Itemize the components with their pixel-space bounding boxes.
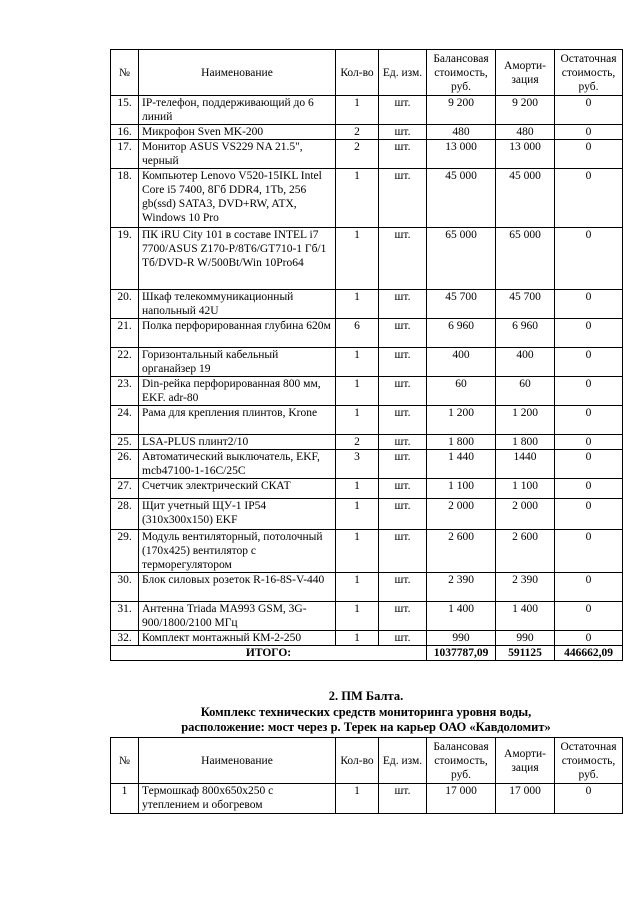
cell-balance: 60 [427,377,496,406]
header-num: № [111,50,139,96]
cell-residual: 0 [555,784,623,814]
header-qty: Кол-во [336,50,379,96]
total-amort: 591125 [496,646,555,661]
cell-name: Автоматический выключатель, EKF, mcb47100-1-16C/25C [139,450,336,479]
table-header-row [111,50,623,96]
cell-qty: 1 [336,479,379,499]
cell-qty: 1 [336,169,379,228]
table-row [111,96,623,125]
cell-num: 30. [111,573,139,602]
cell-num: 31. [111,602,139,631]
header-name: Наименование [139,50,336,96]
section-subtitle-line2: расположение: мост через р. Терек на карьер ОАО «Кавдоломит» [181,720,551,734]
total-balance: 1037787,09 [427,646,496,661]
cell-qty: 1 [336,377,379,406]
cell-num: 24. [111,406,139,435]
table-row [111,479,623,499]
cell-unit: шт. [379,169,427,228]
cell-balance: 400 [427,348,496,377]
cell-num: 20. [111,290,139,319]
cell-name: Рама для крепления плинтов, Krone [139,406,336,435]
cell-num: 26. [111,450,139,479]
table-row [111,530,623,573]
cell-amort: 17 000 [496,784,555,814]
cell-balance: 45 000 [427,169,496,228]
cell-qty: 2 [336,125,379,140]
header-amort: Аморти-зация [496,738,555,784]
cell-balance: 480 [427,125,496,140]
cell-balance: 13 000 [427,140,496,169]
cell-balance: 1 100 [427,479,496,499]
cell-name: Микрофон Sven MK-200 [139,125,336,140]
cell-unit: шт. [379,450,427,479]
cell-residual: 0 [555,631,623,646]
cell-amort: 1 800 [496,435,555,450]
total-residual: 446662,09 [555,646,623,661]
header-balance: Балансовая стоимость, руб. [427,738,496,784]
section-heading: 2. ПМ Балта. [328,689,404,703]
table-row [111,169,623,228]
cell-num: 16. [111,125,139,140]
cell-unit: шт. [379,602,427,631]
cell-unit: шт. [379,784,427,814]
cell-balance: 990 [427,631,496,646]
cell-unit: шт. [379,377,427,406]
cell-balance: 1 800 [427,435,496,450]
cell-unit: шт. [379,435,427,450]
cell-num: 22. [111,348,139,377]
cell-amort: 45 000 [496,169,555,228]
cell-qty: 1 [336,530,379,573]
cell-name: Полка перфорированная глубина 620м [139,319,336,348]
cell-residual: 0 [555,228,623,290]
cell-name: Термошкаф 800x650x250 с утеплением и обогревом [139,784,336,814]
cell-residual: 0 [555,169,623,228]
cell-residual: 0 [555,602,623,631]
table-row [111,406,623,435]
header-balance: Балансовая стоимость, руб. [427,50,496,96]
cell-amort: 400 [496,348,555,377]
header-name: Наименование [139,738,336,784]
cell-unit: шт. [379,290,427,319]
cell-name: Комплект монтажный КМ-2-250 [139,631,336,646]
cell-amort: 1 400 [496,602,555,631]
cell-amort: 13 000 [496,140,555,169]
cell-balance: 2 600 [427,530,496,573]
cell-unit: шт. [379,348,427,377]
cell-residual: 0 [555,348,623,377]
cell-balance: 1 440 [427,450,496,479]
cell-residual: 0 [555,290,623,319]
header-residual: Остаточная стоимость, руб. [555,50,623,96]
cell-unit: шт. [379,631,427,646]
cell-unit: шт. [379,125,427,140]
cell-residual: 0 [555,499,623,530]
header-amort: Аморти-зация [496,50,555,96]
cell-unit: шт. [379,319,427,348]
cell-residual: 0 [555,573,623,602]
cell-amort: 65 000 [496,228,555,290]
table-row [111,602,623,631]
cell-name: Антенна Triada MA993 GSM, 3G-900/1800/2100 МГц [139,602,336,631]
total-row [111,646,623,661]
cell-name: Горизонтальный кабельный органайзер 19 [139,348,336,377]
cell-name: Монитор ASUS VS229 NA 21.5", черный [139,140,336,169]
cell-name: ПК iRU City 101 в составе INTEL i7 7700/ASUS Z170-P/8T6/GT710-1 Гб/1 Тб/DVD-R W/500Bt/Win 10Pro64 [139,228,336,290]
cell-num: 18. [111,169,139,228]
cell-residual: 0 [555,530,623,573]
table-row [111,319,623,348]
cell-name: Din-рейка перфорированная 800 мм, EKF. adr-80 [139,377,336,406]
cell-num: 27. [111,479,139,499]
header-unit: Ед. изм. [379,50,427,96]
table-row [111,348,623,377]
cell-name: Модуль вентиляторный, потолочный (170x425) вентилятор с терморегулятором [139,530,336,573]
cell-amort: 480 [496,125,555,140]
cell-balance: 45 700 [427,290,496,319]
cell-name: Блок силовых розеток R-16-8S-V-440 [139,573,336,602]
header-num: № [111,738,139,784]
cell-qty: 2 [336,140,379,169]
cell-balance: 65 000 [427,228,496,290]
cell-balance: 2 000 [427,499,496,530]
cell-amort: 1440 [496,450,555,479]
cell-unit: шт. [379,96,427,125]
cell-unit: шт. [379,228,427,290]
cell-qty: 1 [336,290,379,319]
cell-amort: 60 [496,377,555,406]
cell-balance: 17 000 [427,784,496,814]
table-row [111,573,623,602]
cell-qty: 1 [336,631,379,646]
cell-name: LSA-PLUS плинт2/10 [139,435,336,450]
cell-amort: 45 700 [496,290,555,319]
cell-num: 29. [111,530,139,573]
cell-qty: 1 [336,96,379,125]
cell-residual: 0 [555,140,623,169]
cell-residual: 0 [555,96,623,125]
cell-residual: 0 [555,479,623,499]
cell-balance: 2 390 [427,573,496,602]
cell-num: 23. [111,377,139,406]
cell-name: Щит учетный ЩУ-1 IP54 (310x300x150) EKF [139,499,336,530]
table-row [111,290,623,319]
cell-unit: шт. [379,140,427,169]
cell-amort: 2 000 [496,499,555,530]
cell-amort: 1 200 [496,406,555,435]
cell-qty: 1 [336,573,379,602]
cell-num: 1 [111,784,139,814]
cell-amort: 9 200 [496,96,555,125]
total-label: ИТОГО: [111,646,427,661]
cell-num: 21. [111,319,139,348]
cell-num: 15. [111,96,139,125]
cell-balance: 6 960 [427,319,496,348]
cell-qty: 1 [336,602,379,631]
cell-amort: 1 100 [496,479,555,499]
cell-amort: 2 390 [496,573,555,602]
table-row [111,450,623,479]
cell-num: 19. [111,228,139,290]
table-row [111,499,623,530]
table-header-row [111,738,623,784]
table-row [111,377,623,406]
cell-qty: 6 [336,319,379,348]
cell-num: 25. [111,435,139,450]
assets-table-2 [110,737,623,814]
table-row [111,631,623,646]
cell-unit: шт. [379,406,427,435]
cell-name: Счетчик электрический СКАТ [139,479,336,499]
cell-num: 32. [111,631,139,646]
cell-qty: 1 [336,348,379,377]
table-row [111,140,623,169]
header-unit: Ед. изм. [379,738,427,784]
cell-num: 28. [111,499,139,530]
header-residual: Остаточная стоимость, руб. [555,738,623,784]
cell-amort: 990 [496,631,555,646]
cell-residual: 0 [555,377,623,406]
cell-amort: 6 960 [496,319,555,348]
cell-qty: 1 [336,499,379,530]
table-row [111,228,623,290]
cell-num: 17. [111,140,139,169]
cell-residual: 0 [555,125,623,140]
cell-residual: 0 [555,450,623,479]
assets-table-1 [110,49,623,661]
cell-amort: 2 600 [496,530,555,573]
cell-balance: 1 400 [427,602,496,631]
table-row [111,125,623,140]
cell-unit: шт. [379,530,427,573]
cell-qty: 3 [336,450,379,479]
cell-unit: шт. [379,573,427,602]
cell-balance: 1 200 [427,406,496,435]
cell-residual: 0 [555,435,623,450]
cell-balance: 9 200 [427,96,496,125]
cell-name: Компьютер Lenovo V520-15IKL Intel Core i5 7400, 8Гб DDR4, 1Tb, 256 gb(ssd) SATA3, DVD+RW, ATX, Windows 10 Pro [139,169,336,228]
table-row [111,784,623,814]
header-qty: Кол-во [336,738,379,784]
section-subtitle-line1: Комплекс технических средств мониторинга уровня воды, [200,705,532,719]
cell-residual: 0 [555,319,623,348]
cell-qty: 1 [336,406,379,435]
cell-unit: шт. [379,499,427,530]
cell-qty: 1 [336,228,379,290]
cell-qty: 1 [336,784,379,814]
cell-name: Шкаф телекоммуникационный напольный 42U [139,290,336,319]
cell-qty: 2 [336,435,379,450]
cell-name: IP-телефон, поддерживающий до 6 линий [139,96,336,125]
table-row [111,435,623,450]
cell-residual: 0 [555,406,623,435]
cell-unit: шт. [379,479,427,499]
